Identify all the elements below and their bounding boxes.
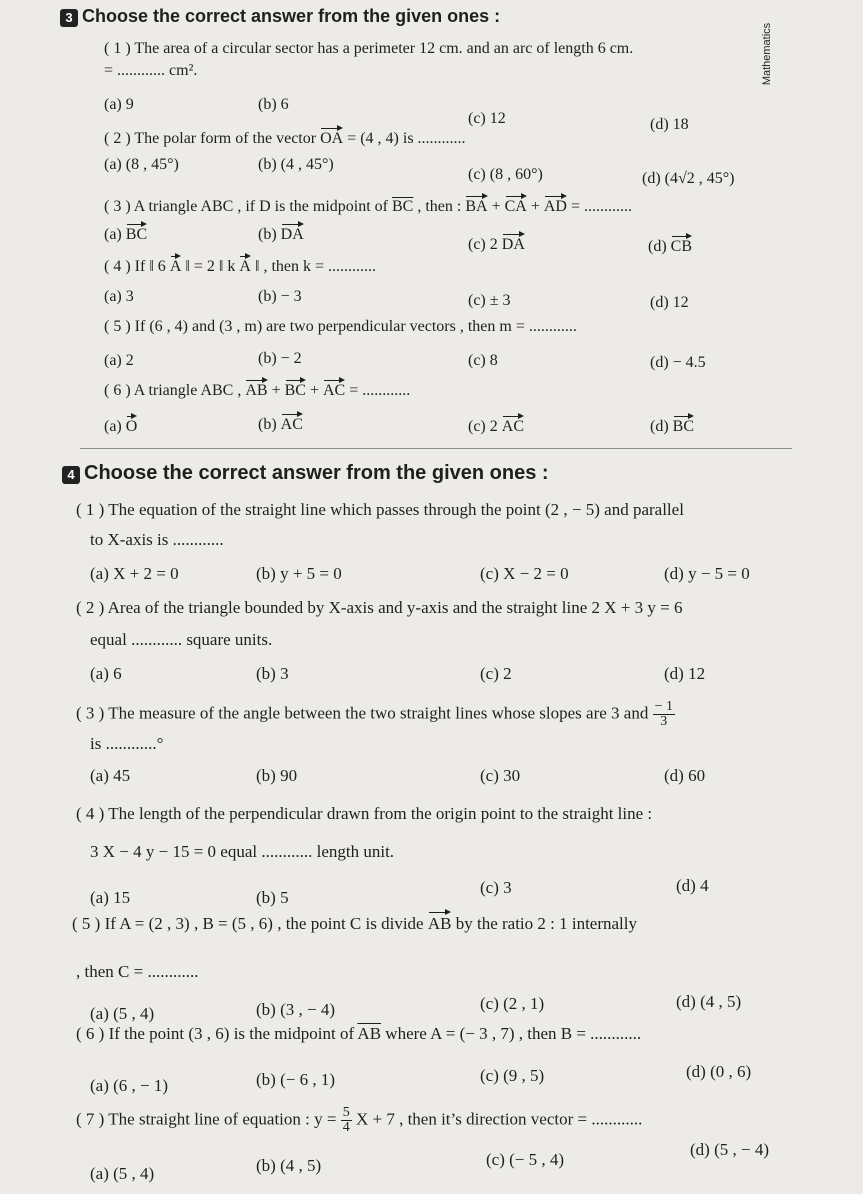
s4-q4-option-d[interactable]: (d) 4 (676, 876, 709, 895)
s3-q3-option-c[interactable]: (c) 2 DA (468, 232, 525, 254)
s3-q6-option-a[interactable]: (a) O (104, 414, 137, 436)
s3-q5-option-a[interactable]: (a) 2 (104, 352, 134, 369)
s3-q1-option-d[interactable]: (d) 18 (650, 116, 689, 133)
s4-q3-option-c[interactable]: (c) 30 (480, 766, 521, 785)
s3-q2-text: ( 2 ) The polar form of the vector OA = (4 , 4) is ............ (104, 126, 466, 148)
s4-q5-text2: , then C = ............ (76, 962, 199, 981)
s3-q3-option-d[interactable]: (d) CB (648, 234, 692, 256)
s4-q5-option-a[interactable]: (a) (5 , 4) (90, 1004, 155, 1023)
s3-q3-option-a[interactable]: (a) BC (104, 222, 147, 244)
section3-heading-text: Choose the correct answer from the given ones : (82, 6, 501, 26)
s3-q4-option-d[interactable]: (d) 12 (650, 294, 689, 311)
s4-q3-option-b[interactable]: (b) 90 (256, 766, 298, 785)
s3-q6-option-c[interactable]: (c) 2 AC (468, 414, 524, 436)
section3-heading (60, 6, 500, 27)
s4-q5-option-c[interactable]: (c) (2 , 1) (480, 994, 545, 1013)
s4-q6-option-b[interactable]: (b) (− 6 , 1) (256, 1070, 335, 1089)
s4-q1-text2: to X-axis is ............ (90, 530, 224, 549)
s4-q3-option-a[interactable]: (a) 45 (90, 766, 131, 785)
s4-q1-option-d[interactable]: (d) y − 5 = 0 (664, 564, 750, 583)
s3-q1-text2: = ............ cm². (104, 62, 198, 79)
s4-q2-option-d[interactable]: (d) 12 (664, 664, 706, 683)
s3-q4-text: ( 4 ) If ‖ 6 A ‖ = 2 ‖ k A ‖ , then k = ............ (104, 254, 376, 276)
side-tab-label: Mathematics (761, 22, 774, 86)
side-tab (760, 18, 778, 96)
section4-heading (62, 462, 549, 485)
s4-q2-option-b[interactable]: (b) 3 (256, 664, 289, 683)
s4-q3-text2: is ............° (90, 734, 164, 753)
s3-q2-option-a[interactable]: (a) (8 , 45°) (104, 156, 179, 173)
s4-q2-option-c[interactable]: (c) 2 (480, 664, 512, 683)
segment-bc: $\overline{BC}$ (392, 198, 414, 215)
s3-q3-text: ( 3 ) A triangle ABC , if D is the midpoint of $\overline{BC}$ , then : BA + CA + AD = ............ (104, 194, 632, 216)
s3-q5-option-c[interactable]: (c) 8 (468, 352, 498, 369)
s4-q7-option-a[interactable]: (a) (5 , 4) (90, 1164, 155, 1183)
section4-heading-text: Choose the correct answer from the given ones : (84, 462, 549, 484)
s4-q7-option-b[interactable]: (b) (4 , 5) (256, 1156, 322, 1175)
s3-q2-option-c[interactable]: (c) (8 , 60°) (468, 166, 543, 183)
segment-ab: $\overline{AB}$ (357, 1024, 382, 1043)
s3-q1-option-b[interactable]: (b) 6 (258, 96, 289, 113)
section-divider (80, 448, 792, 449)
s3-q2-option-b[interactable]: (b) (4 , 45°) (258, 156, 334, 173)
s3-q6-option-b[interactable]: (b) AC (258, 412, 303, 434)
s4-q7-option-d[interactable]: (d) (5 , − 4) (690, 1140, 769, 1159)
s3-q2-option-d[interactable]: (d) (4√2 , 45°) (642, 170, 735, 187)
s4-q1-option-a[interactable]: (a) X + 2 = 0 (90, 564, 179, 583)
section3-number: 3 (60, 9, 78, 27)
s4-q4-text2: 3 X − 4 y − 15 = 0 equal ............ length unit. (90, 842, 395, 861)
fraction-minus-one-third: $\frac{- 1}{3}$ (654, 699, 673, 729)
s4-q6-option-d[interactable]: (d) (0 , 6) (686, 1062, 752, 1081)
s4-q2-text: ( 2 ) Area of the triangle bounded by X-axis and y-axis and the straight line 2 X + 3 y = 6 (76, 598, 683, 617)
s3-q5-option-d[interactable]: (d) − 4.5 (650, 354, 706, 371)
s4-q6-option-a[interactable]: (a) (6 , − 1) (90, 1076, 169, 1095)
s4-q4-option-a[interactable]: (a) 15 (90, 888, 131, 907)
s3-q5-option-b[interactable]: (b) − 2 (258, 350, 302, 367)
s4-q6-text: ( 6 ) If the point (3 , 6) is the midpoint of $\overline{AB}$ where A = (− 3 , 7) , then B = ............ (76, 1024, 642, 1043)
s4-q4-text: ( 4 ) The length of the perpendicular drawn from the origin point to the straight line : (76, 804, 653, 823)
s3-q1-option-a[interactable]: (a) 9 (104, 96, 134, 113)
s3-q4-option-c[interactable]: (c) ± 3 (468, 292, 511, 309)
s3-q5-text: ( 5 ) If (6 , 4) and (3 , m) are two perpendicular vectors , then m = ............ (104, 318, 577, 335)
s4-q2-option-a[interactable]: (a) 6 (90, 664, 122, 683)
vector-ab: AB (428, 910, 452, 934)
s4-q1-option-b[interactable]: (b) y + 5 = 0 (256, 564, 342, 583)
s3-q3-option-b[interactable]: (b) DA (258, 222, 304, 244)
fraction-five-quarters: $\frac{5}{4}$ (342, 1105, 350, 1135)
s3-q6-option-d[interactable]: (d) BC (650, 414, 694, 436)
s4-q5-text: ( 5 ) If A = (2 , 3) , B = (5 , 6) , the point C is divide AB by the ratio 2 : 1 internally (72, 910, 637, 934)
s4-q4-option-c[interactable]: (c) 3 (480, 878, 512, 897)
s3-q6-text: ( 6 ) A triangle ABC , AB + BC + AC = ............ (104, 378, 410, 400)
vector-oa: OA (320, 126, 343, 148)
s3-q1-text: ( 1 ) The area of a circular sector has a perimeter 12 cm. and an arc of length 6 cm. (104, 40, 634, 57)
s4-q1-text: ( 1 ) The equation of the straight line which passes through the point (2 , − 5) and parallel (76, 500, 684, 519)
s4-q3-option-d[interactable]: (d) 60 (664, 766, 706, 785)
s4-q3-text: ( 3 ) The measure of the angle between the two straight lines whose slopes are 3 and $\frac{- 1}{3}$ (76, 699, 673, 729)
section4-number: 4 (62, 466, 80, 484)
s4-q2-text2: equal ............ square units. (90, 630, 273, 649)
s3-q4-option-a[interactable]: (a) 3 (104, 288, 134, 305)
s4-q5-option-d[interactable]: (d) (4 , 5) (676, 992, 742, 1011)
s3-q4-option-b[interactable]: (b) − 3 (258, 288, 302, 305)
s4-q4-option-b[interactable]: (b) 5 (256, 888, 289, 907)
s4-q7-option-c[interactable]: (c) (− 5 , 4) (486, 1150, 565, 1169)
s3-q1-option-c[interactable]: (c) 12 (468, 110, 506, 127)
s4-q5-option-b[interactable]: (b) (3 , − 4) (256, 1000, 335, 1019)
s4-q6-option-c[interactable]: (c) (9 , 5) (480, 1066, 545, 1085)
s4-q1-option-c[interactable]: (c) X − 2 = 0 (480, 564, 569, 583)
s4-q7-text: ( 7 ) The straight line of equation : y = $\frac{5}{4}$ X + 7 , then it’s direction vector = ............ (76, 1105, 643, 1135)
